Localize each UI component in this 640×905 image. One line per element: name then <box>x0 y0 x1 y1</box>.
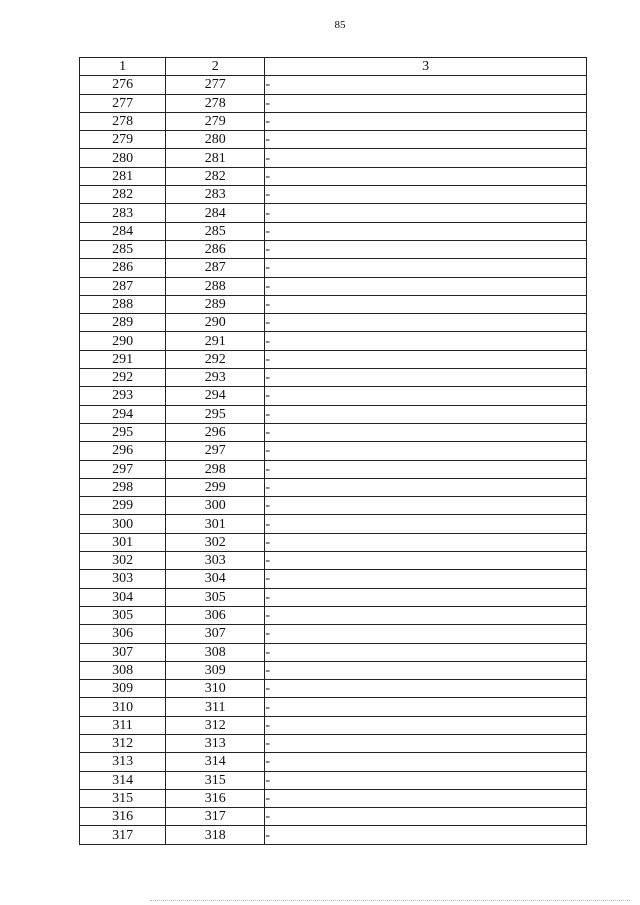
table-cell-col-1: 315 <box>80 789 166 807</box>
table-cell-col-1: 287 <box>80 277 166 295</box>
table-cell-col-2: 314 <box>166 753 265 771</box>
table-row <box>80 295 587 313</box>
table-row <box>80 533 587 551</box>
table-cell-col-3: - <box>265 716 587 734</box>
table-cell-col-2: 297 <box>166 442 265 460</box>
table-cell-col-2: 277 <box>166 76 265 94</box>
table-cell-col-3: - <box>265 259 587 277</box>
table-cell-col-1: 312 <box>80 734 166 752</box>
table-header-row <box>80 58 587 76</box>
table-cell-col-1: 296 <box>80 442 166 460</box>
table-row <box>80 222 587 240</box>
table-row <box>80 515 587 533</box>
table-cell-col-3: - <box>265 698 587 716</box>
table-cell-col-1: 284 <box>80 222 166 240</box>
table-cell-col-1: 316 <box>80 808 166 826</box>
table-row <box>80 661 587 679</box>
table-row <box>80 131 587 149</box>
table-cell-col-3: - <box>265 826 587 844</box>
table-cell-col-3: - <box>265 350 587 368</box>
table-cell-col-3: - <box>265 405 587 423</box>
table-cell-col-2: 301 <box>166 515 265 533</box>
table-cell-col-3: - <box>265 460 587 478</box>
table-cell-col-2: 308 <box>166 643 265 661</box>
table-row <box>80 423 587 441</box>
table-cell-col-3: - <box>265 295 587 313</box>
table-cell-col-3: - <box>265 497 587 515</box>
column-header-2: 2 <box>166 58 265 76</box>
table-row <box>80 478 587 496</box>
table-cell-col-2: 278 <box>166 94 265 112</box>
table-cell-col-3: - <box>265 478 587 496</box>
table-cell-col-2: 279 <box>166 112 265 130</box>
table-cell-col-1: 302 <box>80 552 166 570</box>
column-header-1: 1 <box>80 58 166 76</box>
table-cell-col-3: - <box>265 570 587 588</box>
table-cell-col-1: 299 <box>80 497 166 515</box>
table-cell-col-2: 283 <box>166 186 265 204</box>
table-cell-col-3: - <box>265 423 587 441</box>
table-row <box>80 771 587 789</box>
table-cell-col-2: 311 <box>166 698 265 716</box>
table-cell-col-3: - <box>265 588 587 606</box>
table-row <box>80 186 587 204</box>
table-cell-col-2: 318 <box>166 826 265 844</box>
column-header-3: 3 <box>265 58 587 76</box>
table-cell-col-2: 289 <box>166 295 265 313</box>
table-cell-col-2: 298 <box>166 460 265 478</box>
table-row <box>80 643 587 661</box>
table-row <box>80 698 587 716</box>
table-cell-col-3: - <box>265 94 587 112</box>
table-cell-col-2: 282 <box>166 167 265 185</box>
table-row <box>80 625 587 643</box>
table-cell-col-3: - <box>265 442 587 460</box>
table-cell-col-1: 289 <box>80 314 166 332</box>
table-cell-col-2: 295 <box>166 405 265 423</box>
table-cell-col-1: 310 <box>80 698 166 716</box>
table-row <box>80 606 587 624</box>
table-cell-col-2: 291 <box>166 332 265 350</box>
table-row <box>80 497 587 515</box>
page-number: 85 <box>334 19 346 31</box>
table-row <box>80 240 587 258</box>
table-row <box>80 442 587 460</box>
table-cell-col-3: - <box>265 167 587 185</box>
table-cell-col-2: 292 <box>166 350 265 368</box>
table-cell-col-3: - <box>265 661 587 679</box>
table-cell-col-3: - <box>265 387 587 405</box>
table-row <box>80 716 587 734</box>
table-cell-col-1: 285 <box>80 240 166 258</box>
table-cell-col-2: 287 <box>166 259 265 277</box>
table-row <box>80 734 587 752</box>
table-cell-col-3: - <box>265 808 587 826</box>
table-row <box>80 149 587 167</box>
table-row <box>80 167 587 185</box>
data-table <box>79 57 587 845</box>
table-cell-col-2: 315 <box>166 771 265 789</box>
table-row <box>80 826 587 844</box>
table-cell-col-1: 282 <box>80 186 166 204</box>
table-cell-col-1: 304 <box>80 588 166 606</box>
table-cell-col-2: 299 <box>166 478 265 496</box>
table-cell-col-1: 301 <box>80 533 166 551</box>
table-cell-col-3: - <box>265 643 587 661</box>
table-cell-col-2: 281 <box>166 149 265 167</box>
table-row <box>80 369 587 387</box>
table-cell-col-2: 288 <box>166 277 265 295</box>
table-cell-col-1: 298 <box>80 478 166 496</box>
table-cell-col-3: - <box>265 552 587 570</box>
table-row <box>80 789 587 807</box>
table-cell-col-1: 294 <box>80 405 166 423</box>
table-cell-col-2: 313 <box>166 734 265 752</box>
table-row <box>80 552 587 570</box>
table-row <box>80 94 587 112</box>
table-row <box>80 314 587 332</box>
table-cell-col-1: 277 <box>80 94 166 112</box>
table-cell-col-3: - <box>265 204 587 222</box>
table-cell-col-3: - <box>265 131 587 149</box>
table-cell-col-1: 276 <box>80 76 166 94</box>
table-cell-col-1: 295 <box>80 423 166 441</box>
table-row <box>80 680 587 698</box>
footer-scan-marks <box>150 900 630 904</box>
table-cell-col-2: 302 <box>166 533 265 551</box>
table-cell-col-3: - <box>265 680 587 698</box>
table-cell-col-1: 291 <box>80 350 166 368</box>
table-cell-col-1: 306 <box>80 625 166 643</box>
table-cell-col-2: 284 <box>166 204 265 222</box>
table-cell-col-1: 297 <box>80 460 166 478</box>
table-cell-col-3: - <box>265 771 587 789</box>
table-cell-col-1: 313 <box>80 753 166 771</box>
table-cell-col-2: 296 <box>166 423 265 441</box>
table-cell-col-2: 285 <box>166 222 265 240</box>
table-row <box>80 808 587 826</box>
table-cell-col-1: 292 <box>80 369 166 387</box>
table-cell-col-3: - <box>265 149 587 167</box>
table-cell-col-3: - <box>265 186 587 204</box>
table-row <box>80 76 587 94</box>
table-cell-col-1: 317 <box>80 826 166 844</box>
table-cell-col-1: 286 <box>80 259 166 277</box>
table-cell-col-3: - <box>265 369 587 387</box>
table-cell-col-3: - <box>265 734 587 752</box>
table-row <box>80 588 587 606</box>
table-body <box>80 76 587 844</box>
table-cell-col-1: 279 <box>80 131 166 149</box>
table-cell-col-3: - <box>265 753 587 771</box>
table-cell-col-1: 278 <box>80 112 166 130</box>
table-cell-col-2: 303 <box>166 552 265 570</box>
table-cell-col-2: 316 <box>166 789 265 807</box>
table-cell-col-2: 280 <box>166 131 265 149</box>
table-row <box>80 387 587 405</box>
table-cell-col-3: - <box>265 789 587 807</box>
table-row <box>80 259 587 277</box>
table-row <box>80 350 587 368</box>
table-cell-col-2: 307 <box>166 625 265 643</box>
table-cell-col-3: - <box>265 277 587 295</box>
table-cell-col-3: - <box>265 533 587 551</box>
table-cell-col-1: 290 <box>80 332 166 350</box>
table-cell-col-2: 309 <box>166 661 265 679</box>
table-cell-col-1: 314 <box>80 771 166 789</box>
table-row <box>80 753 587 771</box>
table-cell-col-2: 304 <box>166 570 265 588</box>
table-cell-col-2: 294 <box>166 387 265 405</box>
table-cell-col-2: 286 <box>166 240 265 258</box>
table-cell-col-1: 308 <box>80 661 166 679</box>
table-cell-col-1: 307 <box>80 643 166 661</box>
table-row <box>80 570 587 588</box>
table-cell-col-3: - <box>265 606 587 624</box>
table-row <box>80 204 587 222</box>
table-cell-col-1: 311 <box>80 716 166 734</box>
table-cell-col-3: - <box>265 625 587 643</box>
table-cell-col-3: - <box>265 332 587 350</box>
table-cell-col-1: 281 <box>80 167 166 185</box>
table-row <box>80 405 587 423</box>
table-cell-col-2: 312 <box>166 716 265 734</box>
table-cell-col-3: - <box>265 240 587 258</box>
table-cell-col-1: 309 <box>80 680 166 698</box>
table-row <box>80 277 587 295</box>
table-row <box>80 332 587 350</box>
table-cell-col-3: - <box>265 314 587 332</box>
table-cell-col-3: - <box>265 112 587 130</box>
table-cell-col-1: 300 <box>80 515 166 533</box>
table-row <box>80 112 587 130</box>
table-cell-col-2: 300 <box>166 497 265 515</box>
table-cell-col-1: 283 <box>80 204 166 222</box>
table-cell-col-2: 317 <box>166 808 265 826</box>
table-cell-col-3: - <box>265 76 587 94</box>
table-cell-col-1: 293 <box>80 387 166 405</box>
table-cell-col-1: 288 <box>80 295 166 313</box>
table-cell-col-1: 305 <box>80 606 166 624</box>
table-cell-col-2: 290 <box>166 314 265 332</box>
table-cell-col-1: 303 <box>80 570 166 588</box>
table-cell-col-2: 310 <box>166 680 265 698</box>
table-row <box>80 460 587 478</box>
table-cell-col-1: 280 <box>80 149 166 167</box>
table-cell-col-3: - <box>265 515 587 533</box>
table-cell-col-2: 306 <box>166 606 265 624</box>
table-cell-col-2: 293 <box>166 369 265 387</box>
table-cell-col-2: 305 <box>166 588 265 606</box>
table-cell-col-3: - <box>265 222 587 240</box>
